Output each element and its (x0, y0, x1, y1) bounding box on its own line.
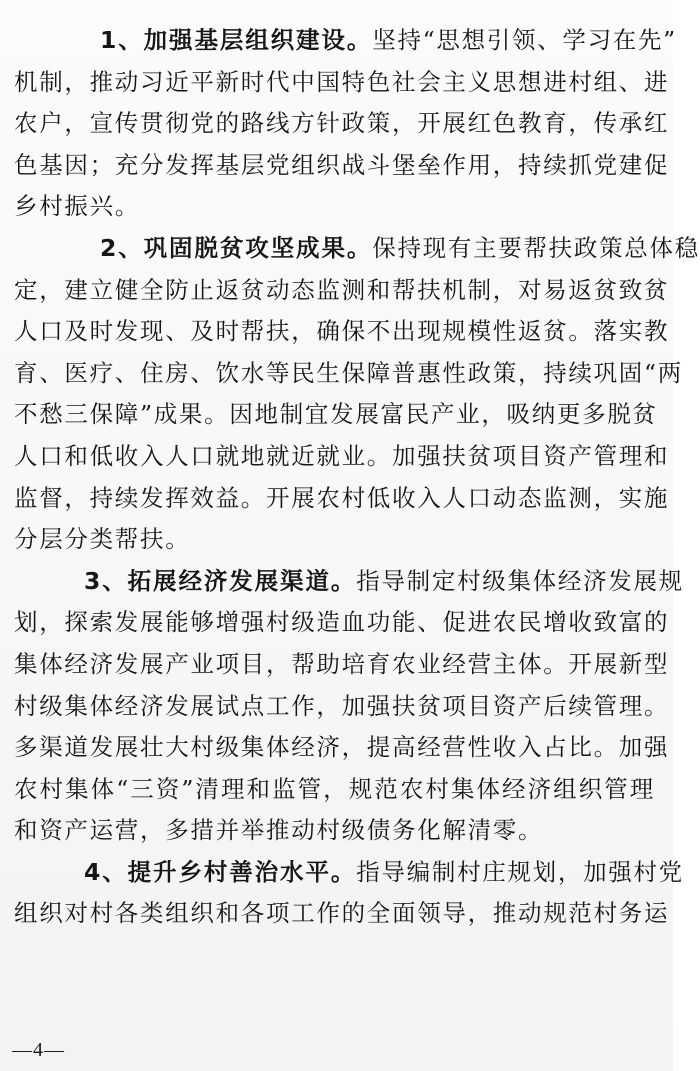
section-2-line-6: 监督，持续发挥效益。开展农村低收入人口动态监测，实施 (14, 483, 670, 512)
section-1-line-1: 机制，推动习近平新时代中国特色社会主义思想进村组、进 (14, 67, 670, 96)
section-1-first-line-text: 坚持“思想引领、学习在先” (372, 26, 677, 54)
section-4-heading: 4、提升乡村善治水平。 (84, 857, 357, 886)
section-3-heading: 3、拓展经济发展渠道。 (84, 566, 357, 595)
section-3-line-1: 划，探索发展能够增强村级造血功能、促进农民增收致富的 (14, 608, 670, 637)
section-2-line-2: 人口及时发现、及时帮扶，确保不出现规模性返贫。落实教 (14, 317, 670, 346)
section-2-line-3: 育、医疗、住房、饮水等民生保障普惠性政策，持续巩固“两 (14, 358, 683, 387)
section-3-first-line-text: 指导制定村级集体经济发展规 (356, 566, 684, 595)
section-1-line-2: 农户，宣传贯彻党的路线方针政策，开展红色教育，传承红 (14, 109, 670, 138)
section-3-line-3: 村级集体经济发展试点工作，加强扶贫项目资产后续管理。 (14, 691, 670, 720)
section-1-first-line (14, 20, 677, 62)
section-3-line-4: 多渠道发展壮大村级集体经济，提高经营性收入占比。加强 (14, 733, 670, 762)
section-1-line-3: 色基因；充分发挥基层党组织战斗堡垒作用，持续抓党建促 (14, 150, 670, 179)
section-1-heading: 1、加强基层组织建设。 (100, 26, 373, 54)
section-2-line-4: 不愁三保障”成果。因地制宜发展富民产业，吸纳更多脱贫 (14, 400, 658, 429)
section-2-line-7: 分层分类帮扶。 (14, 525, 191, 554)
section-2-line-5: 人口和低收入人口就地就近就业。加强扶贫项目资产管理和 (14, 441, 670, 470)
section-3-line-2: 集体经济发展产业项目，帮助培育农业经营主体。开展新型 (14, 649, 670, 678)
section-4-line-1: 组织对村各类组织和各项工作的全面领导，推动规范村务运 (14, 899, 670, 928)
section-4-first-line-text: 指导编制村庄规划，加强村党 (356, 857, 684, 886)
section-1-line-4: 乡村振兴。 (14, 192, 140, 221)
section-2-first-line (14, 228, 700, 270)
page-number: —4— (12, 1039, 65, 1061)
section-2-line-1: 定，建立健全防止返贫动态监测和帮扶机制，对易返贫致贫 (14, 275, 670, 304)
document-body (14, 20, 700, 935)
section-2-first-line-text: 保持现有主要帮扶政策总体稳 (372, 233, 700, 262)
section-2-heading: 2、巩固脱贫攻坚成果。 (100, 233, 373, 262)
section-3-first-line (14, 561, 684, 603)
section-4-first-line (14, 852, 684, 894)
section-3-line-6: 和资产运营，多措并举推动村级债务化解清零。 (14, 816, 544, 845)
section-3-line-5: 农村集体“三资”清理和监管，规范农村集体经济组织管理 (14, 774, 655, 803)
